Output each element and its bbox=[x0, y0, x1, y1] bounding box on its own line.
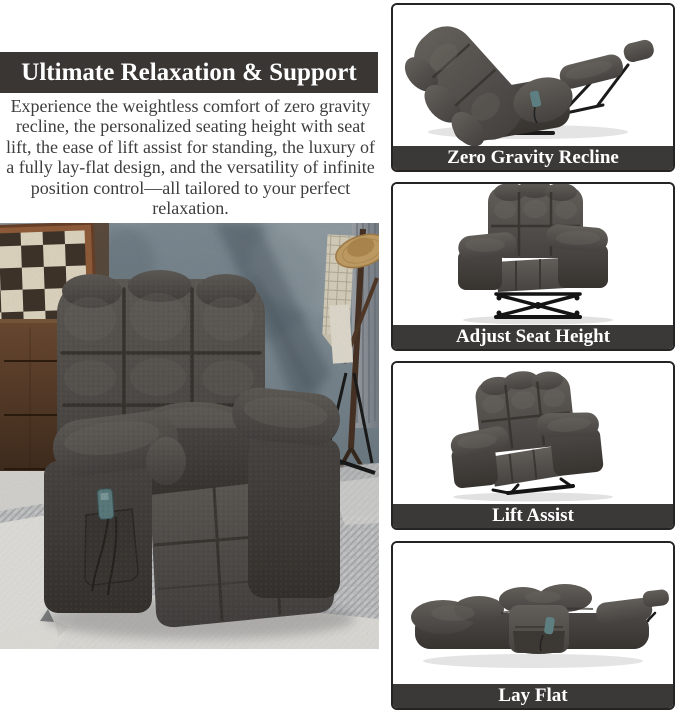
feature-label: Lift Assist bbox=[492, 505, 574, 526]
room-scene bbox=[0, 223, 379, 649]
feature-panel-lay-flat bbox=[391, 541, 675, 710]
tilted-backrest bbox=[393, 15, 534, 146]
raised-chair bbox=[457, 184, 609, 292]
title-bar bbox=[0, 52, 378, 93]
side-pocket bbox=[513, 631, 565, 654]
feature-caption-bar bbox=[393, 146, 673, 170]
feature-photo-zero-gravity bbox=[393, 5, 673, 146]
feature-photo-lay-flat bbox=[393, 543, 673, 684]
feature-caption-bar bbox=[393, 325, 673, 349]
feature-panel-adjust-seat-height bbox=[391, 182, 675, 351]
main-product-photo bbox=[0, 223, 379, 649]
feature-caption-bar bbox=[393, 504, 673, 528]
feature-photo-lift-assist bbox=[393, 363, 673, 504]
feature-label: Lay Flat bbox=[498, 685, 568, 706]
page-title: Ultimate Relaxation & Support bbox=[21, 58, 357, 86]
feature-label: Zero Gravity Recline bbox=[447, 147, 619, 168]
tilted-chair bbox=[443, 364, 606, 491]
product-description: Experience the weightless comfort of zero gravity recline, the personalized seating height with seat lift, the ease of lift assist for standing, the luxury of a fully lay-flat design, and the versatility of infinite position control—all tailored to your perfect relaxation. bbox=[6, 96, 375, 219]
feature-caption-bar bbox=[393, 684, 673, 708]
raised-footrest bbox=[556, 38, 658, 91]
photo-grain bbox=[0, 223, 379, 649]
foot-end bbox=[594, 589, 671, 626]
feature-panel-zero-gravity bbox=[391, 3, 675, 172]
feature-photo-adjust-seat-height bbox=[393, 184, 673, 325]
feature-panel-lift-assist bbox=[391, 361, 675, 530]
feature-label: Adjust Seat Height bbox=[455, 326, 611, 347]
